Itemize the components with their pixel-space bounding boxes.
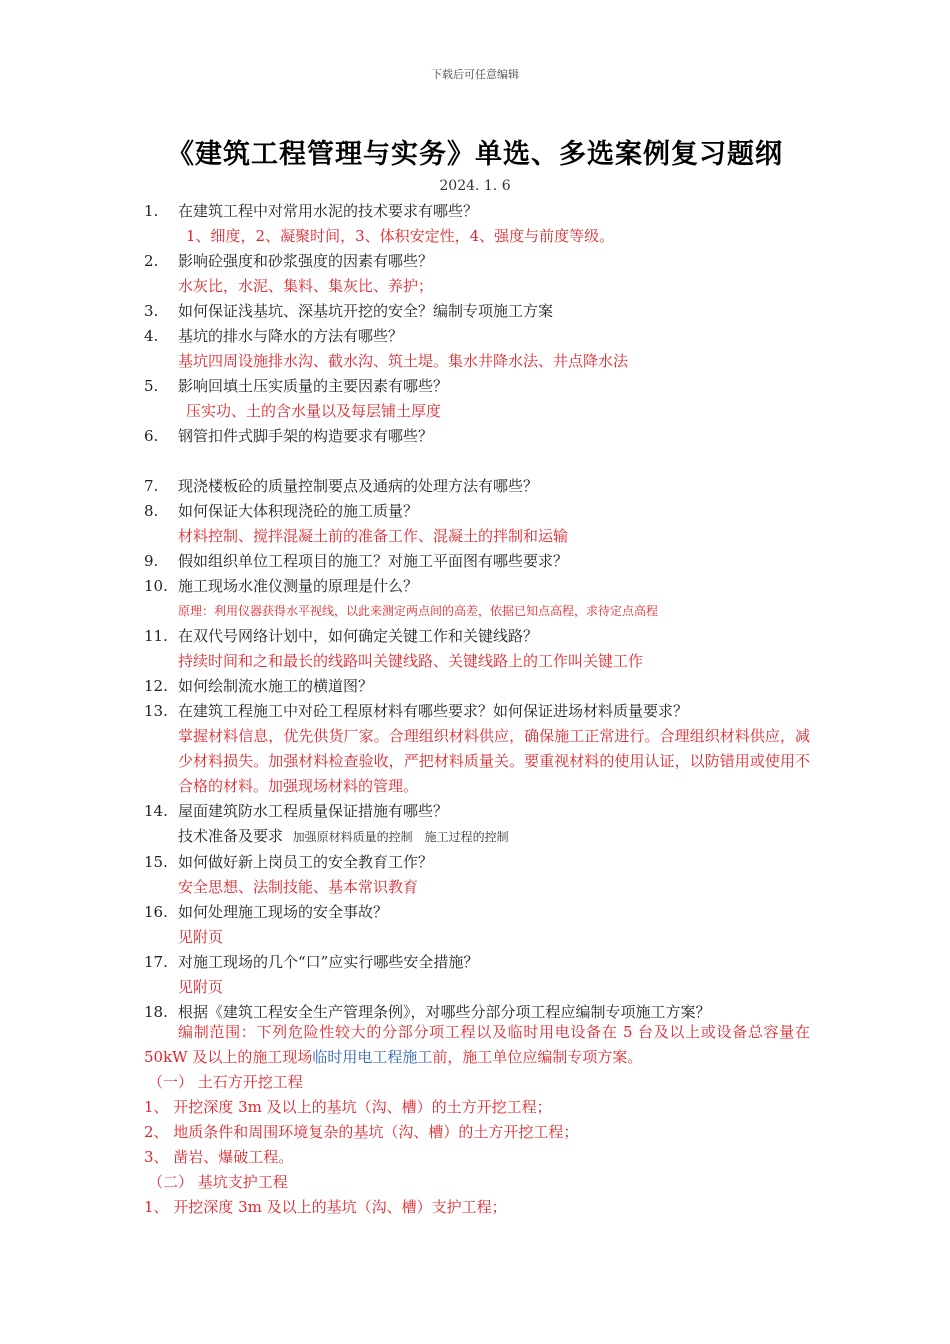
- question-text: 如何处理施工现场的安全事故？: [178, 903, 389, 921]
- blank-line: [144, 449, 810, 474]
- section-heading: （二） 基坑支护工程: [148, 1173, 288, 1191]
- question-text: 影响回填土压实质量的主要因素有哪些？: [178, 377, 449, 395]
- question-text: 影响砼强度和砂浆强度的因素有哪些？: [178, 252, 434, 270]
- question-text: 对施工现场的几个“口”应实行哪些安全措施？: [178, 953, 479, 971]
- question-item: [144, 624, 810, 649]
- question-number: 4.: [144, 327, 159, 345]
- question-text: 钢管扣件式脚手架的构造要求有哪些？: [178, 427, 434, 445]
- question-number: 6.: [144, 427, 159, 445]
- question-number: 11.: [144, 627, 168, 645]
- answer-text: 原理：利用仪器获得水平视线，以此来测定两点间的高差，依据已知点高程，求待定点高程: [178, 604, 659, 618]
- scope-paragraph: [144, 1020, 810, 1070]
- question-number: 9.: [144, 552, 159, 570]
- scope-text-part1: 编制范围：下列危险性较大的分部分项工程以及临时用电设备在 5 台及以上或设备总容量在 50kW 及以上的施工现场: [144, 1023, 810, 1066]
- question-item: [144, 299, 810, 324]
- question-text: 在建筑工程施工中对砼工程原材料有哪些要求？如何保证进场材料质量要求？: [178, 702, 689, 720]
- question-number: 1.: [144, 202, 159, 220]
- question-text: 如何绘制流水施工的横道图？: [178, 677, 374, 695]
- question-text: 现浇楼板砼的质量控制要点及通病的处理方法有哪些？: [178, 477, 539, 495]
- answer-text: 水灰比，水泥、集料、集灰比、养护；: [178, 277, 434, 295]
- question-item: [144, 499, 810, 524]
- question-item: [144, 424, 810, 449]
- answer-text: 材料控制、搅拌混凝土前的准备工作、混凝土的拌制和运输: [178, 527, 569, 545]
- question-text: 如何保证浅基坑、深基坑开挖的安全？编制专项施工方案: [178, 302, 554, 320]
- scope-text-highlight: 临时用电工程施工: [312, 1048, 433, 1066]
- question-text: 在双代号网络计划中，如何确定关键工作和关键线路？: [178, 627, 539, 645]
- question-text: 在建筑工程中对常用水泥的技术要求有哪些？: [178, 202, 479, 220]
- answer-text: 见附页: [178, 928, 224, 946]
- page-header: 下载后可任意编辑: [431, 68, 519, 81]
- question-number: 8.: [144, 502, 159, 520]
- document-title: 《建筑工程管理与实务》单选、多选案例复习题纲: [167, 139, 783, 170]
- question-item: [144, 474, 810, 499]
- question-text: 基坑的排水与降水的方法有哪些？: [178, 327, 404, 345]
- question-number: 12.: [144, 677, 168, 695]
- section-item: 2、 地质条件和周围环境复杂的基坑（沟、槽）的土方开挖工程；: [144, 1123, 579, 1141]
- question-number: 3.: [144, 302, 159, 320]
- section-item: 1、 开挖深度 3m 及以上的基坑（沟、槽）支护工程；: [144, 1198, 507, 1216]
- question-item: [144, 249, 810, 274]
- question-item: [144, 699, 810, 724]
- question-number: 18.: [144, 1003, 168, 1021]
- question-number: 17.: [144, 953, 168, 971]
- question-item: [144, 950, 810, 975]
- question-number: 15.: [144, 853, 168, 871]
- answer-text: 见附页: [178, 978, 224, 996]
- answer-line: [144, 824, 810, 850]
- scope-section: [144, 1020, 810, 1220]
- question-number: 2.: [144, 252, 159, 270]
- question-number: 5.: [144, 377, 159, 395]
- answer-text: 1、细度，2、凝聚时间，3、体积安定性，4、强度与前度等级。: [186, 227, 615, 245]
- question-item: [144, 674, 810, 699]
- question-text: 如何保证大体积现浇砼的施工质量？: [178, 502, 419, 520]
- question-text: 屋面建筑防水工程质量保证措施有哪些？: [178, 802, 449, 820]
- question-item: [144, 799, 810, 824]
- question-item: [144, 374, 810, 399]
- question-item: [144, 324, 810, 349]
- question-text: 施工现场水准仪测量的原理是什么？: [178, 577, 419, 595]
- question-number: 10.: [144, 577, 168, 595]
- question-item: [144, 199, 810, 224]
- question-item: [144, 850, 810, 875]
- answer-extra: 加强原材料质量的控制 施工过程的控制: [292, 830, 509, 844]
- section-item: 3、 凿岩、爆破工程。: [144, 1148, 294, 1166]
- question-text: 假如组织单位工程项目的施工？对施工平面图有哪些要求？: [178, 552, 569, 570]
- question-text: 根据《建筑工程安全生产管理条例》，对哪些分部分项工程应编制专项施工方案？: [178, 1003, 711, 1021]
- question-text: 如何做好新上岗员工的安全教育工作？: [178, 853, 434, 871]
- section-heading: （一） 土石方开挖工程: [148, 1073, 303, 1091]
- answer-text: 基坑四周设施排水沟、截水沟、筑土堤。集水井降水法、井点降水法: [178, 352, 629, 370]
- answer-text: 持续时间和之和最长的线路叫关键线路、关键线路上的工作叫关键工作: [178, 652, 644, 670]
- answer-text: 安全思想、法制技能、基本常识教育: [178, 878, 419, 896]
- question-item: [144, 574, 810, 599]
- answer-text: 压实功、土的含水量以及每层铺土厚度: [186, 402, 442, 420]
- question-item: [144, 900, 810, 925]
- section-item: 1、 开挖深度 3m 及以上的基坑（沟、槽）的土方开挖工程；: [144, 1098, 552, 1116]
- scope-text-part3: 前，施工单位应编制专项方案。: [432, 1048, 643, 1066]
- answer-paragraph: 掌握材料信息，优先供货厂家。合理组织材料供应，确保施工正常进行。合理组织材料供应，减少材料损失。加强材料检查验收，严把材料质量关。要重视材料的使用认证，以防错用或使用不合格的材料。加强现场材料的管理。: [178, 727, 810, 795]
- question-number: 14.: [144, 802, 168, 820]
- question-number: 13.: [144, 702, 168, 720]
- question-item: [144, 549, 810, 574]
- document-body: [144, 199, 810, 1025]
- question-number: 16.: [144, 903, 168, 921]
- question-number: 7.: [144, 477, 159, 495]
- document-date: 2024. 1. 6: [439, 178, 511, 194]
- answer-main: 技术准备及要求: [178, 827, 284, 845]
